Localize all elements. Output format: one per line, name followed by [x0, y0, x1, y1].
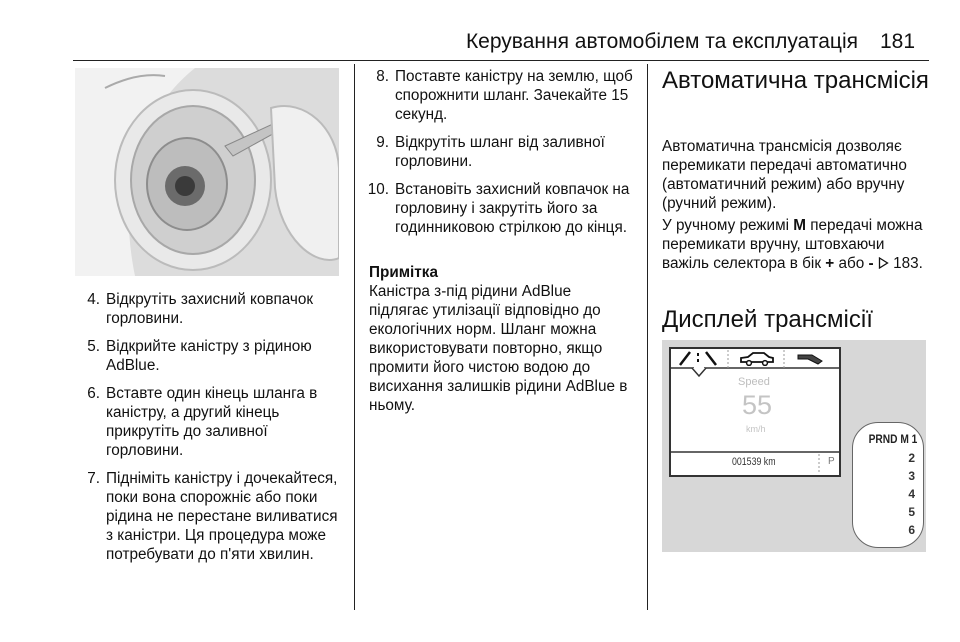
steps-list-col1	[80, 290, 338, 573]
car-icon	[738, 351, 776, 371]
prndm-label: PRND M 1	[868, 432, 917, 446]
list-item	[364, 67, 636, 124]
list-item	[80, 290, 338, 328]
step-text: Підніміть каністру і дочекайтеся, поки вона спорожніє або поки рідина не перестане виливатися з каністри. Ця процедура може потребувати до п'яти хвилин.	[106, 470, 338, 563]
page-header-title: Керування автомобілем та експлуатація	[465, 30, 858, 53]
page-number: 181	[880, 30, 916, 53]
gear-indicator: P	[828, 456, 835, 467]
list-item	[364, 180, 636, 237]
list-item	[80, 469, 338, 564]
step-text: Відкрутіть захисний ковпачок горловини.	[106, 291, 314, 327]
text-run: передачі можна перемикати вручну, штовхаючи важіль селектора в бік	[662, 217, 923, 272]
note-block	[369, 263, 633, 415]
step-number: 9.	[376, 134, 389, 151]
step-text: Поставте каністру на землю, щоб спорожнити шланг. Зачекайте 15 секунд.	[395, 68, 633, 123]
steps-list-col2	[364, 67, 636, 246]
header-divider	[73, 60, 929, 61]
transmission-display-illustration	[662, 340, 926, 552]
fuel-icon	[796, 351, 826, 371]
step-text: Вставте один кінець шланга в каністру, а другий кінець прикрутіть до заливної горловини.	[106, 385, 318, 459]
step-number: 6.	[87, 385, 100, 402]
section-title-transmission-display: Дисплей трансмісії	[662, 306, 873, 333]
minus-sign: -	[868, 255, 874, 272]
gear-callout	[852, 422, 924, 548]
adblue-filler-photo	[75, 68, 339, 276]
column-divider-1	[354, 64, 355, 610]
gear-number: 2	[908, 451, 915, 465]
step-text: Відкрутіть шланг від заливної горловини.	[395, 134, 605, 170]
step-number: 5.	[87, 338, 100, 355]
text-run: У ручному режимі	[662, 217, 794, 234]
step-text: Відкрийте каністру з рідиною AdBlue.	[106, 338, 312, 374]
speed-value: 55	[742, 390, 773, 420]
column-divider-2	[647, 64, 648, 610]
mode-letter: M	[793, 217, 806, 234]
step-number: 10.	[367, 181, 389, 198]
step-text: Встановіть захисний ковпачок на горловину і закрутіть його за годинниковою стрілкою до кінця.	[395, 181, 630, 236]
list-item	[80, 337, 338, 375]
page-reference[interactable]: 183.	[893, 255, 923, 272]
list-item	[364, 133, 636, 171]
speed-label: Speed	[738, 376, 770, 388]
gear-number: 4	[908, 487, 915, 501]
note-text: Каністра з-під рідини AdBlue підлягає утилізації відповідно до екологічних норм. Шланг можна використовувати повторно, якщо промити його чистою водою до висихання залишків рідини AdBlue в ньому.	[369, 283, 628, 414]
section-title-automatic-transmission: Автоматична трансмісія	[662, 67, 929, 94]
paragraph-manual-mode	[662, 216, 930, 273]
step-number: 8.	[376, 68, 389, 85]
gear-number: 5	[908, 505, 915, 519]
odometer: 001539 km	[732, 456, 776, 468]
gear-number: 3	[908, 469, 915, 483]
step-number: 7.	[87, 470, 100, 487]
text-run: або	[834, 255, 869, 272]
note-title: Примітка	[369, 264, 438, 281]
triangle-right-icon	[878, 255, 889, 272]
plus-sign: +	[825, 255, 835, 272]
list-item	[80, 384, 338, 460]
step-number: 4.	[87, 291, 100, 308]
road-icon	[674, 351, 722, 371]
paragraph-intro: Автоматична трансмісія дозволяє перемикати передачі автоматично (автоматичний режим) або вручну (ручний режим).	[662, 138, 907, 212]
gear-number: 6	[908, 523, 915, 537]
speed-unit: km/h	[746, 424, 766, 434]
